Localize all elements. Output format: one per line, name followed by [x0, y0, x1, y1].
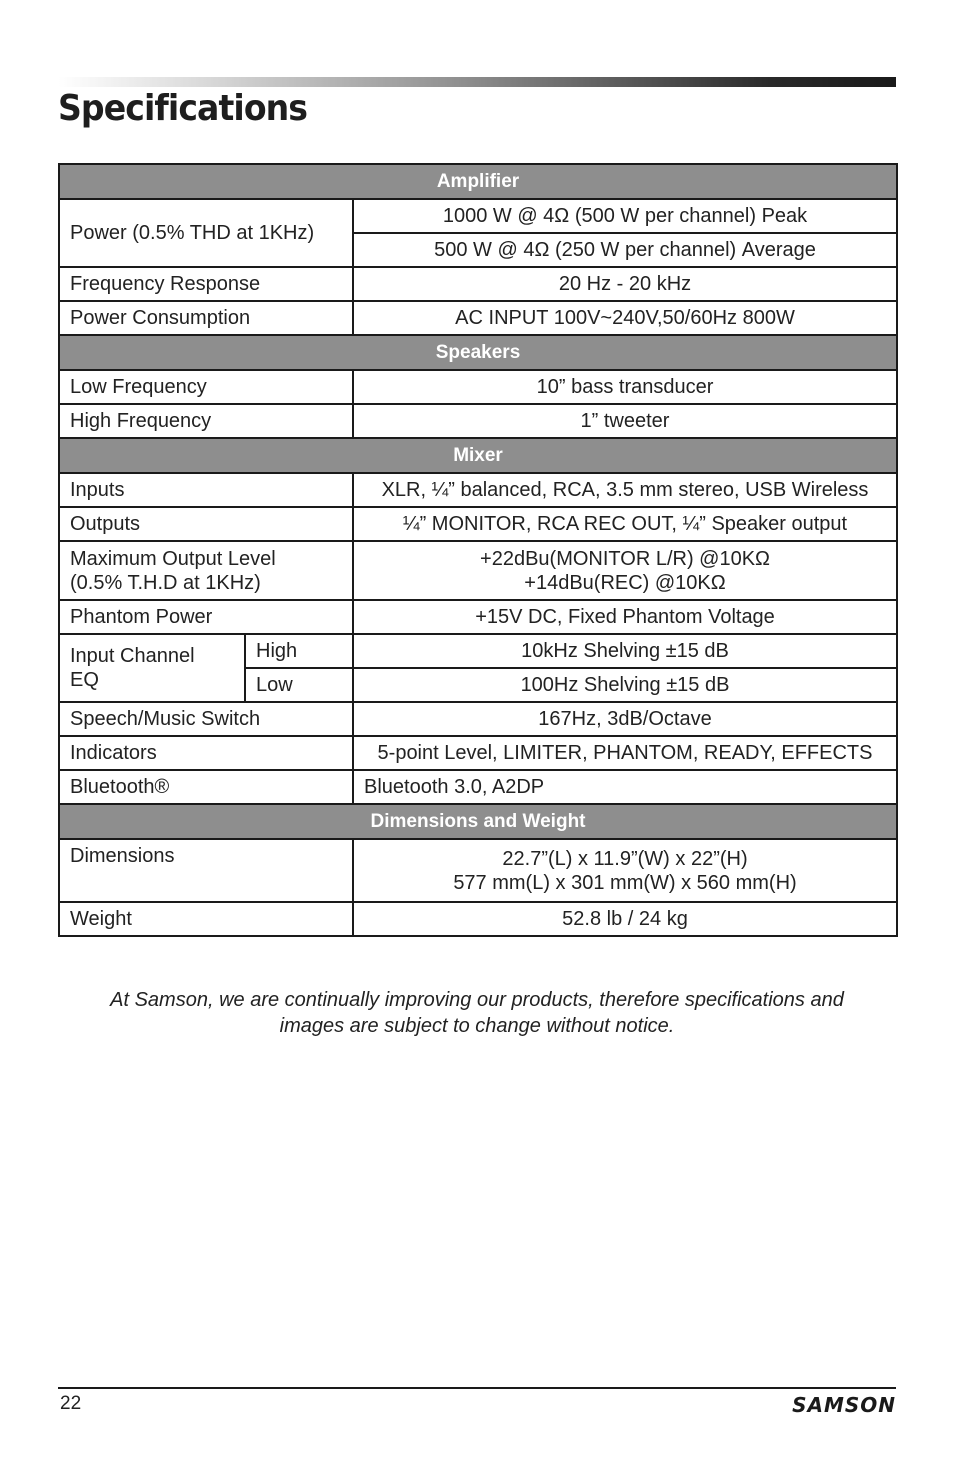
table-row [59, 301, 897, 335]
spec-value: ¼” MONITOR, RCA REC OUT, ¼” Speaker output [353, 507, 897, 541]
table-row [59, 770, 897, 804]
section-title: Speakers [59, 335, 897, 370]
spec-label: Low Frequency [59, 370, 353, 404]
spec-value: Bluetooth 3.0, A2DP [353, 770, 897, 804]
disclaimer-note: At Samson, we are continually improving our products, therefore specifications and images are subject to change without notice. [110, 989, 844, 1037]
table-row [59, 634, 897, 668]
table-row [59, 902, 897, 936]
table-row [59, 267, 897, 301]
table-row [59, 600, 897, 634]
spec-label: Frequency Response [59, 267, 353, 301]
spec-value: 1000 W @ 4Ω (500 W per channel) Peak [353, 199, 897, 233]
page-number: 22 [60, 1393, 82, 1414]
samson-logo: SAMSON [792, 1393, 896, 1417]
spec-value: +22dBu(MONITOR L/R) @10KΩ +14dBu(REC) @10KΩ [353, 541, 897, 600]
table-row [59, 370, 897, 404]
spec-label: Speech/Music Switch [59, 702, 353, 736]
spec-value: 10kHz Shelving ±15 dB [353, 634, 897, 668]
section-header-mixer [59, 438, 897, 473]
section-header-amplifier [59, 164, 897, 199]
spec-label: Weight [59, 902, 353, 936]
spec-value: 52.8 lb / 24 kg [353, 902, 897, 936]
spec-value: 167Hz, 3dB/Octave [353, 702, 897, 736]
spec-value: AC INPUT 100V~240V,50/60Hz 800W [353, 301, 897, 335]
spec-label: Bluetooth® [59, 770, 353, 804]
spec-label: Power Consumption [59, 301, 353, 335]
table-row [59, 702, 897, 736]
spec-value: +15V DC, Fixed Phantom Voltage [353, 600, 897, 634]
spec-label: Power (0.5% THD at 1KHz) [59, 199, 353, 267]
spec-label: Inputs [59, 473, 353, 507]
table-row [59, 404, 897, 438]
spec-value: 22.7”(L) x 11.9”(W) x 22”(H) 577 mm(L) x 301 mm(W) x 560 mm(H) [353, 839, 897, 902]
spec-value: XLR, ¼” balanced, RCA, 3.5 mm stereo, USB Wireless [353, 473, 897, 507]
table-row [59, 839, 897, 902]
table-row [59, 473, 897, 507]
table-row [59, 541, 897, 600]
spec-label: High Frequency [59, 404, 353, 438]
table-row [59, 199, 897, 233]
section-header-speakers [59, 335, 897, 370]
spec-label: Dimensions [59, 839, 353, 902]
header-gradient-bar [58, 77, 896, 87]
spec-sublabel: High [245, 634, 353, 668]
page-title: Specifications [58, 88, 308, 129]
spec-label: Phantom Power [59, 600, 353, 634]
spec-label: Input Channel EQ [59, 634, 245, 702]
spec-sublabel: Low [245, 668, 353, 702]
section-header-dimensions-weight [59, 804, 897, 839]
spec-label: Outputs [59, 507, 353, 541]
spec-label: Indicators [59, 736, 353, 770]
specifications-table [58, 163, 898, 937]
spec-value: 5-point Level, LIMITER, PHANTOM, READY, EFFECTS [353, 736, 897, 770]
spec-value: 20 Hz - 20 kHz [353, 267, 897, 301]
spec-value: 10” bass transducer [353, 370, 897, 404]
table-row [59, 507, 897, 541]
table-row [59, 736, 897, 770]
section-title: Mixer [59, 438, 897, 473]
section-title: Amplifier [59, 164, 897, 199]
spec-label: Maximum Output Level (0.5% T.H.D at 1KHz) [59, 541, 353, 600]
footer-divider [58, 1387, 896, 1389]
spec-value: 1” tweeter [353, 404, 897, 438]
spec-value: 100Hz Shelving ±15 dB [353, 668, 897, 702]
spec-value: 500 W @ 4Ω (250 W per channel) Average [353, 233, 897, 267]
section-title: Dimensions and Weight [59, 804, 897, 839]
